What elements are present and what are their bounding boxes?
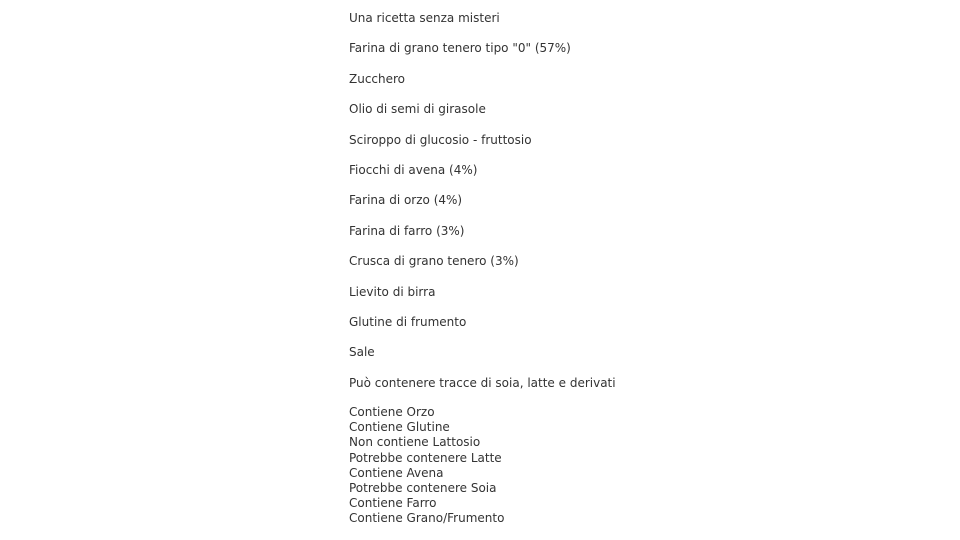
allergen-item: Contiene Farro xyxy=(349,496,437,511)
allergen-item: Potrebbe contenere Latte xyxy=(349,450,502,465)
ingredient-item: Farina di farro (3%) xyxy=(349,223,465,238)
allergen-item: Non contiene Lattosio xyxy=(349,435,481,450)
ingredient-item: Olio di semi di girasole xyxy=(349,102,486,117)
ingredient-item: Sale xyxy=(349,345,375,360)
ingredient-item: Lievito di birra xyxy=(349,284,436,299)
ingredient-item: Sciroppo di glucosio - fruttosio xyxy=(349,132,532,147)
ingredient-item: Farina di orzo (4%) xyxy=(349,193,463,208)
ingredient-item: Farina di grano tenero tipo "0" (57%) xyxy=(349,41,571,56)
allergen-item: Contiene Orzo xyxy=(349,405,435,420)
ingredient-item: Crusca di grano tenero (3%) xyxy=(349,254,519,269)
intro-text: Una ricetta senza misteri xyxy=(349,11,500,25)
ingredients-column xyxy=(349,10,749,527)
ingredient-item: Fiocchi di avena (4%) xyxy=(349,162,478,177)
allergen-item: Contiene Grano/Frumento xyxy=(349,511,505,526)
allergen-item: Potrebbe contenere Soia xyxy=(349,481,497,496)
traces-note: Può contenere tracce di soia, latte e derivati xyxy=(349,375,616,390)
allergen-list xyxy=(349,405,749,527)
ingredient-item: Glutine di frumento xyxy=(349,314,467,329)
allergen-item: Contiene Avena xyxy=(349,465,444,480)
allergen-item: Contiene Glutine xyxy=(349,420,450,435)
ingredient-item: Zucchero xyxy=(349,71,406,86)
